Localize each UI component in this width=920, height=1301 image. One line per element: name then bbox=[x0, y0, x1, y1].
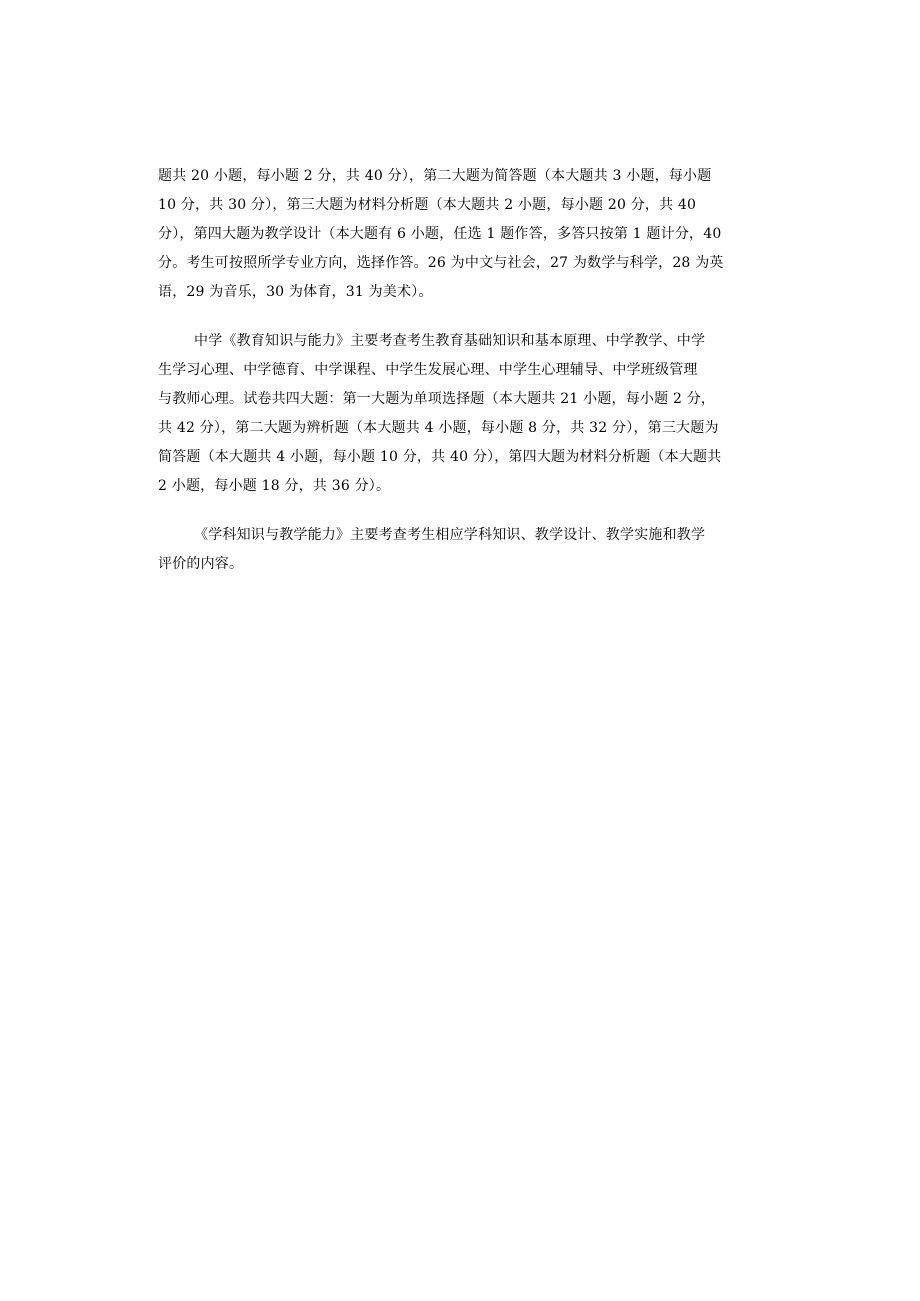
paragraph-exam-structure bbox=[158, 162, 762, 307]
text-line: 生学习心理、中学德育、中学课程、中学生发展心理、中学生心理辅导、中学班级管理 bbox=[158, 362, 698, 378]
text-line: 分），第四大题为教学设计（本大题有 6 小题，任选 1 题作答，多答只按第 1 题计分，40 bbox=[158, 226, 722, 242]
text-line: 中学《教育知识与能力》主要考查考生教育基础知识和基本原理、中学教学、中学 bbox=[194, 333, 706, 349]
text-line: 共 42 分），第二大题为辨析题（本大题共 4 小题，每小题 8 分，共 32 分），第三大题为 bbox=[158, 420, 719, 436]
text-line: 语，29 为音乐，30 为体育，31 为美术）。 bbox=[158, 284, 433, 300]
text-line: 2 小题，每小题 18 分，共 36 分）。 bbox=[158, 478, 391, 494]
text-line: 10 分，共 30 分），第三大题为材料分析题（本大题共 2 小题，每小题 20 分，共 40 bbox=[158, 197, 697, 213]
paragraph-subject-knowledge bbox=[158, 521, 762, 579]
document-body bbox=[158, 162, 762, 599]
text-line: 与教师心理。试卷共四大题：第一大题为单项选择题（本大题共 21 小题，每小题 2 分， bbox=[158, 391, 716, 407]
text-line: 分。考生可按照所学专业方向，选择作答。26 为中文与社会，27 为数学与科学，28 为英 bbox=[158, 255, 724, 271]
text-line: 评价的内容。 bbox=[158, 556, 244, 572]
paragraph-education-knowledge bbox=[158, 327, 762, 501]
text-line: 简答题（本大题共 4 小题，每小题 10 分，共 40 分），第四大题为材料分析题（本大题共 bbox=[158, 449, 722, 465]
text-line: 《学科知识与教学能力》主要考查考生相应学科知识、教学设计、教学实施和教学 bbox=[194, 527, 706, 543]
text-line: 题共 20 小题，每小题 2 分，共 40 分），第二大题为简答题（本大题共 3 小题，每小题 bbox=[158, 168, 712, 184]
